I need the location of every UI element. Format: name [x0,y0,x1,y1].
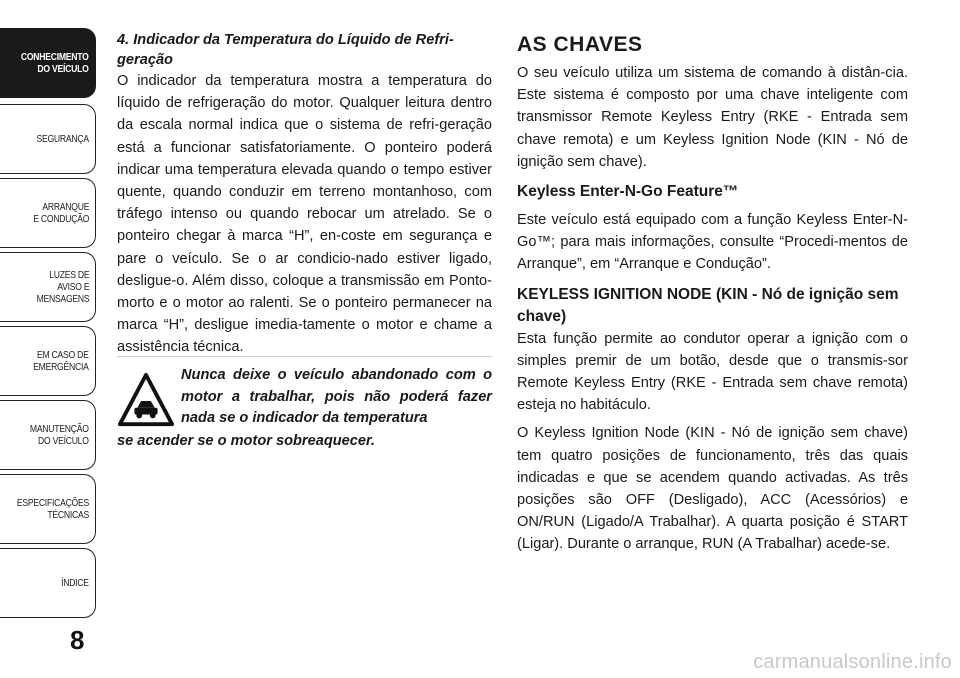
warning-text-tail: se acender se o motor sobreaquecer. [117,433,375,449]
kin-heading: KEYLESS IGNITION NODE (KIN - Nó de ignição sem chave) [517,285,899,325]
tab-label: ARRANQUE E CONDUÇÃO [33,201,89,225]
tab-especificacoes-tecnicas[interactable] [0,474,96,544]
tab-label: CONHECIMENTO DO VEÍCULO [21,51,89,75]
tab-label: LUZES DE AVISO E MENSAGENS [36,269,89,305]
tab-arranque-e-conducao[interactable] [0,178,96,248]
watermark: carmanualsonline.info [753,651,952,673]
tab-luzes-de-aviso[interactable] [0,252,96,322]
feature-body: Este veículo está equipado com a função Keyless Enter-N-Go™; para mais informações, consulte “Procedi-mentos de Arranque”, em “Arranque e Condução”. [517,212,908,273]
left-column [117,26,492,359]
tab-manutencao-do-veiculo[interactable] [0,400,96,470]
temperature-gauge-body: O indicador da temperatura mostra a temperatura do líquido de refrigeração do motor. Qualquer leitura dentro da escala normal indica que o sistema de refri-geração está a funcionar satisfatoriamente. O ponteiro poderá indicar uma temperatura elevada quando o tempo estiver quente, quando conduzir em terreno montanhoso, com tráfego intenso ou quando rebocar um atrelado. Se o ponteiro chegar à marca “H”, en-coste em segurança e pare o veículo. Se o ar condicio-nado estiver ligado, desligue-o. Além disso, coloque a transmissão em Ponto-morto e o motor ao ralenti. Se o ponteiro permanecer na marca “H”, desligue imedia-tamente o motor e chame a assistência técnica. [117,73,492,356]
chapter-tabs [0,0,98,678]
warning-text-lead: Nunca deixe o veículo abandonado com o motor a trabalhar, pois não poderá fazer nada se o indicador da temperatura [181,367,492,426]
tab-label: SEGURANÇA [36,133,89,145]
keys-intro: O seu veículo utiliza um sistema de comando à distân-cia. Este sistema é composto por uma chave inteligente com transmissor Remote Keyless Entry (RKE - Entrada sem chave remota) e um Keyless Ignition Node (KIN - Nó de ignição sem chave). [517,65,908,170]
warning-block [117,356,492,453]
tab-conhecimento-do-veiculo[interactable] [0,28,96,98]
tab-label: EM CASO DE EMERGÊNCIA [33,349,89,373]
tab-label: ÍNDICE [61,577,89,589]
tab-seguranca[interactable] [0,104,96,174]
section-title: AS CHAVES [517,33,643,56]
warning-triangle-icon [117,371,175,429]
temperature-gauge-subheading: 4. Indicador da Temperatura do Líquido de Refri-geração [117,32,454,68]
feature-heading: Keyless Enter-N-Go Feature™ [517,183,739,201]
tab-indice[interactable] [0,548,96,618]
right-column [517,30,908,556]
tab-label: ESPECIFICAÇÕES TÉCNICAS [16,497,89,521]
kin-body-1: Esta função permite ao condutor operar a ignição com o simples premir de um botão, desde que o transmis-sor Remote Keyless Entry (RKE - Entrada sem chave remota) esteja no habitáculo. [517,330,908,414]
tab-em-caso-de-emergencia[interactable] [0,326,96,396]
kin-body-2: O Keyless Ignition Node (KIN - Nó de ignição sem chave) tem quatro posições de funcionamento, três das quais indicadas e que se acendem quando activadas. As três posições são OFF (Desligado), ACC (Acessórios) e ON/RUN (Ligado/A Trabalhar). A quarta posição é START (Ligar). Durante o arranque, RUN (A Trabalhar) acede-se. [517,425,908,553]
page-number: 8 [70,625,85,655]
tab-label: MANUTENÇÃO DO VEÍCULO [30,423,89,447]
